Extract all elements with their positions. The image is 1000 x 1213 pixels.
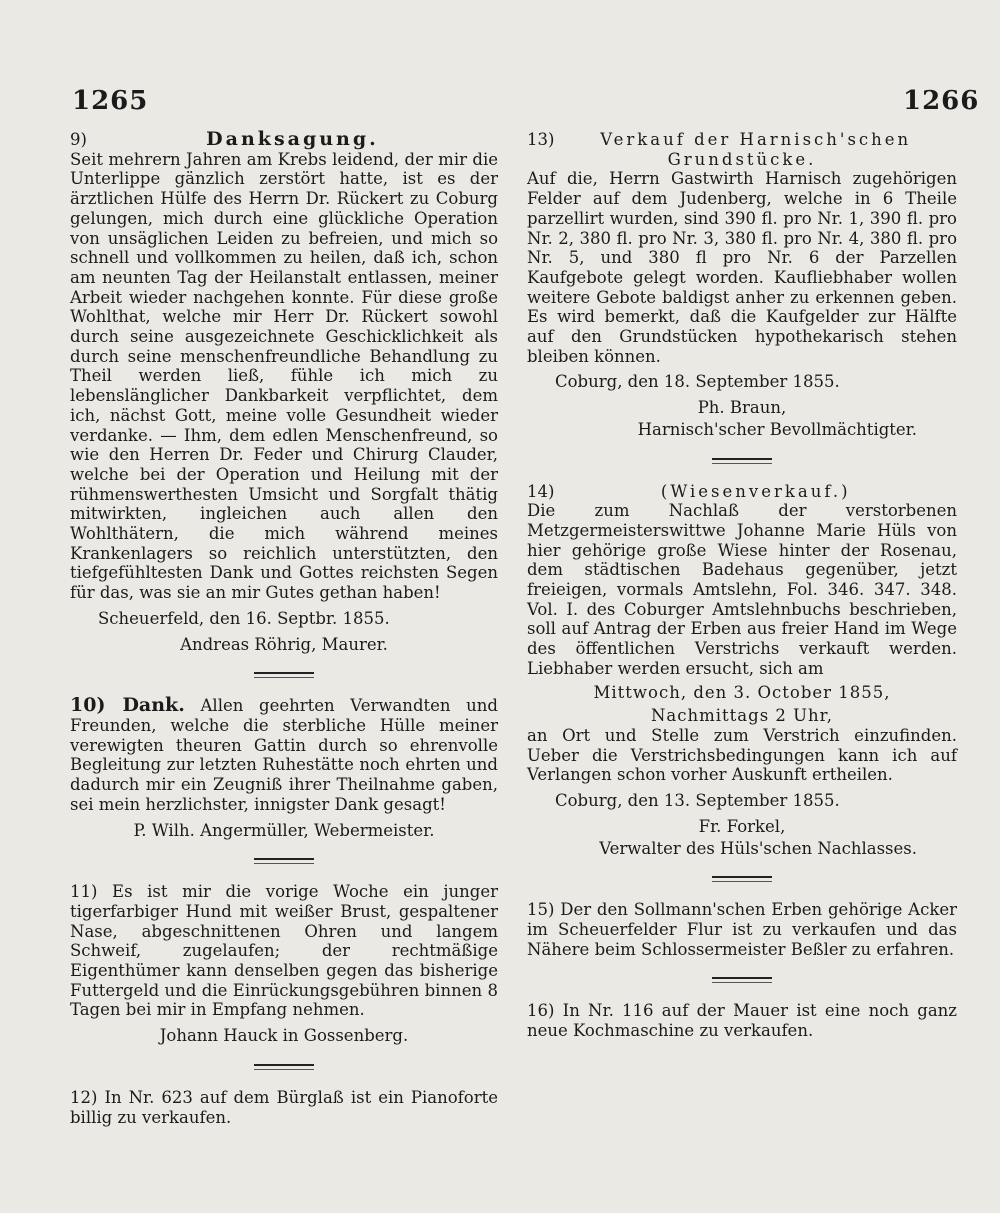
- entry-12-body: 12) In Nr. 623 auf dem Bürglaß ist ein Pianoforte billig zu verkaufen.: [70, 1087, 498, 1127]
- entry-14-heading: [527, 482, 957, 502]
- entry-10: [70, 696, 498, 840]
- separator: [712, 977, 772, 979]
- page-number-left: 1265: [72, 86, 149, 116]
- entry-16-body: 16) In Nr. 116 auf der Mauer ist eine noch ganz neue Kochmaschine zu verkaufen.: [527, 1001, 957, 1041]
- entry-14-place-date: Coburg, den 13. September 1855.: [555, 791, 840, 811]
- entry-9-heading: [70, 130, 498, 150]
- entry-13-signature-title: Harnisch'scher Bevollmächtigter.: [637, 419, 917, 439]
- entry-13-place-date: Coburg, den 18. September 1855.: [555, 372, 840, 392]
- entry-14-number: 14): [527, 481, 555, 501]
- entry-13-body: Auf die, Herrn Gastwirth Harnisch zugehörigen Felder auf dem Judenberg, welche in 6 Theile parzellirt wurden, sind 390 fl. pro Nr. 1, 390 fl. pro Nr. 2, 380 fl. pro Nr. 3, 380 fl. pro Nr. 4, 380 fl. pro Nr. 5, und 380 fl pro Nr. 6 der Parzellen Kaufgebote gelegt worden. Kaufliebhaber wollen weitere Gebote baldigst anher zu erkennen geben. Es wird bemerkt, daß die Kaufgelder zur Hälfte auf den Grundstücken hypothekarisch stehen bleiben können.: [527, 169, 957, 366]
- entry-14-title: (Wiesenverkauf.): [660, 481, 851, 501]
- separator: [254, 672, 314, 674]
- entry-9-number: 9): [70, 130, 87, 149]
- entry-10-body: Allen geehrten Verwandten und Freunden, welche die sterbliche Hülle meiner verewigten theuren Gattin durch so ehrenvolle Begleitung zur letzten Ruhestätte noch ehrten und dadurch mir ein Zeugniß ihrer Theilnahme gaben, sei mein herzlichster, innigster Dank gesagt!: [70, 696, 498, 814]
- entry-9-place-date: Scheuerfeld, den 16. Septbr. 1855.: [98, 608, 390, 628]
- entry-14-body: Die zum Nachlaß der verstorbenen Metzgermeisterswittwe Johanne Marie Hüls von hier gehörige große Wiese hinter der Rosenau, dem städtischen Badehaus gegenüber, jetzt freieigen, vormals Amtslehn, Fol. 346. 347. 348. Vol. I. des Coburger Amtslehnbuchs beschrieben, soll auf Antrag der Erben aus freier Hand im Wege des öffentlichen Verstrichs verkauft werden. Liebhaber werden ersucht, sich am: [527, 501, 957, 678]
- entry-12: [70, 1088, 498, 1127]
- entry-14-signature-name: Fr. Forkel,: [698, 816, 786, 836]
- entry-10-text: [70, 696, 498, 814]
- entry-9-body: Seit mehrern Jahren am Krebs leidend, der mir die Unterlippe gänzlich zerstört hatte, ist es der ärztlichen Hülfe des Herrn Dr. Rückert zu Coburg gelungen, mich durch eine glückliche Operation von unsäglichen Leiden zu befreien, und mich so schnell und vollkommen zu heilen, daß ich, schon am neunten Tag der Heilanstalt entlassen, meiner Arbeit wieder nachgehen konnte. Für diese große Wohlthat, welche mir Herr Dr. Rückert sowohl durch seine ausgezeichnete Geschicklichkeit als durch seine menschenfreundliche Behandlung zu Theil werden ließ, fühle ich mich zu lebenslänglicher Dankbarkeit verpflichtet, dem ich, nächst Gott, meine volle Gesundheit wieder verdanke. — Ihm, dem edlen Menschenfreund, so wie den Herren Dr. Feder und Chirurg Clauder, welche bei der Operation und Heilung mit der rühmenswerthesten Umsicht und Sorgfalt thätig mitwirkten, ingleichen auch allen den Wohlthätern, die mich während meines Krankenlagers so reichlich unterstützten, den tiefgefühltesten Dank und Gottes reichsten Segen für das, was sie an mir Gutes gethan haben!: [70, 149, 498, 603]
- entry-10-lead: 10) Dank.: [70, 694, 185, 717]
- page-number-right: 1266: [903, 86, 980, 116]
- entry-14: [527, 482, 957, 859]
- entry-9-signature: Andreas Röhrig, Maurer.: [180, 634, 388, 654]
- entry-13-heading: [527, 130, 957, 169]
- separator: [712, 458, 772, 460]
- entry-13-title: Verkauf der Harnisch'schen Grundstücke.: [600, 130, 912, 169]
- entry-13: [527, 130, 957, 440]
- entry-14-time: Nachmittags 2 Uhr,: [650, 706, 834, 726]
- entry-14-signature-title: Verwalter des Hüls'schen Nachlasses.: [599, 838, 917, 858]
- right-column: [527, 130, 957, 1041]
- entry-11-body: 11) Es ist mir die vorige Woche ein junger tigerfarbiger Hund mit weißer Brust, gespaltener Nase, abgeschnittenen Ohren und langem Schweif, zugelaufen; der rechtmäßige Eigenthümer kann denselben gegen das bisherige Futtergeld und die Einrückungsgebühren binnen 8 Tagen bei mir in Empfang nehmen.: [70, 882, 498, 1020]
- entry-14-body-2: an Ort und Stelle zum Verstrich einzufinden. Ueber die Verstrichsbedingungen kann ich auf Verlangen schon vorher Auskunft ertheilen.: [527, 725, 957, 785]
- entry-13-signature-name: Ph. Braun,: [697, 398, 787, 418]
- separator: [254, 858, 314, 860]
- entry-9: [70, 130, 498, 654]
- entry-13-number: 13): [527, 130, 555, 149]
- entry-11-signature: Johann Hauck in Gossenberg.: [159, 1026, 409, 1046]
- entry-16: [527, 1001, 957, 1040]
- entry-11: [70, 882, 498, 1046]
- entry-9-title: Danksagung.: [206, 128, 379, 150]
- entry-10-signature: P. Wilh. Angermüller, Webermeister.: [133, 820, 435, 840]
- separator: [254, 1064, 314, 1066]
- entry-15-body: 15) Der den Sollmann'schen Erben gehörige Acker im Scheuerfelder Flur ist zu verkaufen und das Nähere beim Schlossermeister Beßler zu erfahren.: [527, 900, 957, 959]
- left-column: [70, 130, 498, 1127]
- separator: [712, 876, 772, 878]
- entry-15: [527, 900, 957, 959]
- entry-14-date: Mittwoch, den 3. October 1855,: [593, 682, 891, 702]
